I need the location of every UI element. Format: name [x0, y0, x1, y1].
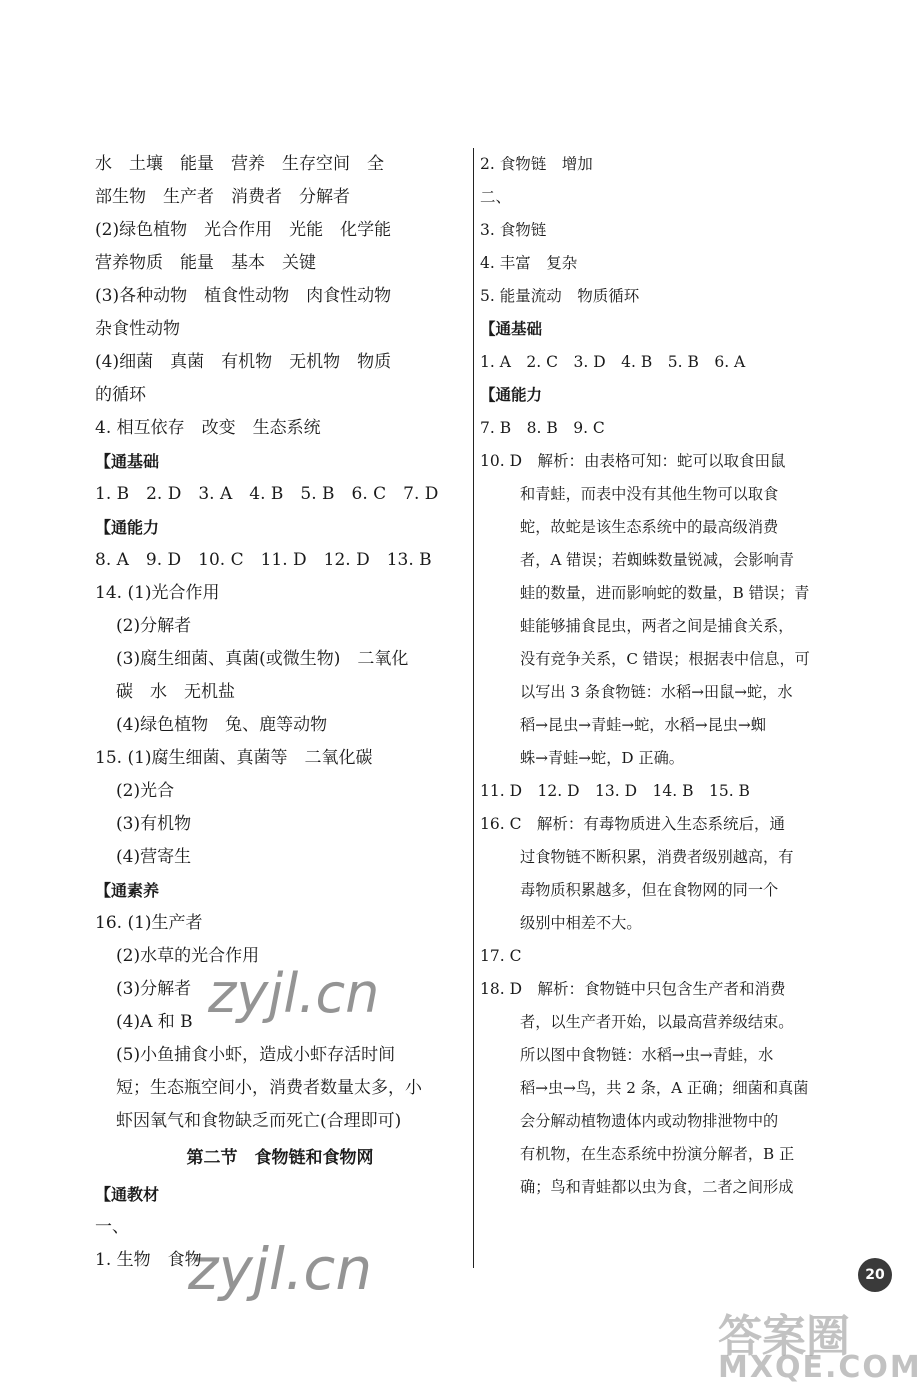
answer-line: 蛙的数量，进而影响蛇的数量，B 错误；青 [520, 584, 810, 602]
answer-line: 1. A 2. C 3. D 4. B 5. B 6. A [480, 353, 746, 371]
section-header: 【通基础 [95, 452, 160, 471]
answer-line: (4)细菌 真菌 有机物 无机物 物质 [95, 352, 392, 372]
answer-line: 15. (1)腐生细菌、真菌等 二氧化碳 [95, 748, 373, 768]
answer-line: 和青蛙，而表中没有其他生物可以取食 [520, 485, 779, 503]
answer-line: 18. D 解析：食物链中只包含生产者和消费 [480, 980, 786, 998]
answer-line: 确；鸟和青蛙都以虫为食，二者之间形成 [520, 1178, 794, 1196]
answer-line: 16. (1)生产者 [95, 913, 203, 933]
answer-line: 会分解动植物遗体内或动物排泄物中的 [520, 1112, 779, 1130]
answer-line: 14. (1)光合作用 [95, 583, 220, 603]
answer-line: 11. D 12. D 13. D 14. B 15. B [480, 782, 750, 800]
answer-line: 一、 [95, 1217, 129, 1237]
section-header: 【通教材 [95, 1185, 160, 1204]
answer-line: (5)小鱼捕食小虾，造成小虾存活时间 [116, 1045, 396, 1065]
answer-line: 所以图中食物链：水稻→虫→青蛙，水 [520, 1046, 774, 1064]
answer-line: 稻→虫→鸟，共 2 条，A 正确；细菌和真菌 [520, 1079, 809, 1097]
answer-line: 2. 食物链 增加 [480, 155, 593, 173]
answer-line: 1. B 2. D 3. A 4. B 5. B 6. C 7. D [95, 484, 439, 504]
answer-line: (2)绿色植物 光合作用 光能 化学能 [95, 220, 392, 240]
answer-line: 没有竞争关系，C 错误；根据表中信息，可 [520, 650, 810, 668]
answer-line: (3)分解者 [116, 979, 192, 999]
right-column [480, 148, 852, 1204]
answer-line: 1. 生物 食物 [95, 1250, 202, 1270]
section-header: 【通基础 [480, 320, 543, 338]
answer-line: 过食物链不断积累，消费者级别越高，有 [520, 848, 794, 866]
answer-line: (3)有机物 [116, 814, 192, 834]
section-title: 第二节 食物链和食物网 [186, 1148, 374, 1168]
answer-line: 蛇，故蛇是该生态系统中的最高级消费 [520, 518, 779, 536]
answer-line: 4. 丰富 复杂 [480, 254, 578, 272]
answer-line: 部生物 生产者 消费者 分解者 [95, 187, 350, 207]
answer-line: 杂食性动物 [95, 319, 180, 339]
answer-line: 以写出 3 条食物链：水稻→田鼠→蛇，水 [520, 683, 793, 701]
answer-line: (4)营寄生 [116, 847, 192, 867]
answer-line: 7. B 8. B 9. C [480, 419, 605, 437]
answer-line: (4)绿色植物 兔、鹿等动物 [116, 715, 328, 735]
watermark-zyjl-bottom: zyjl.cn [188, 1235, 373, 1303]
answer-line: 二、 [480, 188, 512, 206]
watermark-mxqe: MXQE.COM [718, 1350, 922, 1385]
section-header: 【通能力 [480, 386, 543, 404]
answer-line: 8. A 9. D 10. C 11. D 12. D 13. B [95, 550, 432, 570]
answer-line: (3)各种动物 植食性动物 肉食性动物 [95, 286, 392, 306]
left-column [95, 148, 465, 1277]
answer-line: 3. 食物链 [480, 221, 547, 239]
section-header: 【通能力 [95, 518, 160, 537]
answer-line: 有机物，在生态系统中扮演分解者，B 正 [520, 1145, 795, 1163]
answer-line: 碳 水 无机盐 [116, 682, 235, 702]
column-divider [473, 148, 474, 1268]
answer-line: 4. 相互依存 改变 生态系统 [95, 418, 321, 438]
answer-line: 稻→昆虫→青蛙→蛇，水稻→昆虫→蜘 [520, 716, 766, 734]
answer-line: 营养物质 能量 基本 关键 [95, 253, 316, 273]
answer-line: (2)水草的光合作用 [116, 946, 260, 966]
answer-line: (2)光合 [116, 781, 175, 801]
answer-line: 蛙能够捕食昆虫，两者之间是捕食关系， [520, 617, 794, 635]
answer-line: 毒物质积累越多，但在食物网的同一个 [520, 881, 779, 899]
answer-line: 10. D 解析：由表格可知：蛇可以取食田鼠 [480, 452, 786, 470]
answer-line: 的循环 [95, 385, 146, 405]
watermark-zyjl: zyjl.cn [208, 962, 380, 1025]
answer-line: 虾因氧气和食物缺乏而死亡(合理即可) [116, 1111, 402, 1131]
answer-line: 5. 能量流动 物质循环 [480, 287, 640, 305]
answer-line: 17. C [480, 947, 522, 965]
answer-line: (4)A 和 B [116, 1012, 193, 1032]
page-number: 20 [858, 1258, 892, 1292]
section-header: 【通素养 [95, 881, 160, 900]
watermark-daanquan: 答案圈 [718, 1311, 850, 1362]
answer-line: 级别中相差不大。 [520, 914, 642, 932]
answer-line: 蛛→青蛙→蛇，D 正确。 [520, 749, 684, 767]
answer-line: (3)腐生细菌、真菌(或微生物) 二氧化 [116, 649, 409, 669]
answer-line: 水 土壤 能量 营养 生存空间 全 [95, 154, 384, 174]
answer-line: 16. C 解析：有毒物质进入生态系统后，通 [480, 815, 785, 833]
answer-line: 短；生态瓶空间小，消费者数量太多，小 [116, 1078, 422, 1098]
answer-line: 者，A 错误；若蜘蛛数量锐减，会影响青 [520, 551, 794, 569]
answer-line: (2)分解者 [116, 616, 192, 636]
answer-line: 者，以生产者开始，以最高营养级结束。 [520, 1013, 794, 1031]
